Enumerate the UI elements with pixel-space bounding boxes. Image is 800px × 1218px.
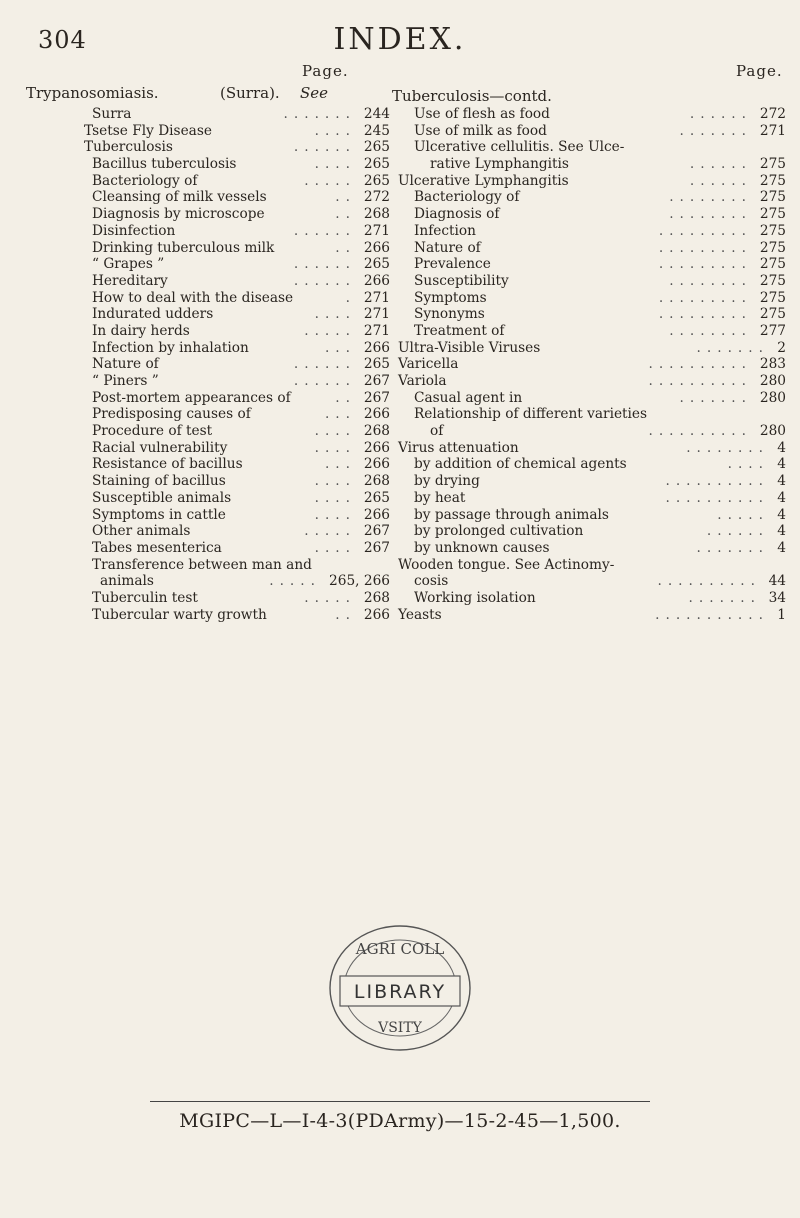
entry-page: 275 — [759, 172, 786, 189]
leader-dots: ....... — [679, 389, 752, 406]
entry-page: 245 — [363, 122, 390, 139]
entry-page: 280 — [759, 389, 786, 406]
leader-dots: .. — [335, 206, 356, 223]
index-entry — [398, 139, 786, 156]
leader-dots: ..... — [304, 172, 356, 189]
entry-text: Use of milk as food — [414, 122, 547, 139]
leader-dots: .... — [314, 473, 356, 490]
leader-dots: .... — [314, 306, 356, 323]
index-entry — [84, 106, 390, 123]
leader-dots: ....... — [696, 539, 769, 556]
entry-text: In dairy herds — [92, 322, 190, 339]
entry-page: 280 — [759, 373, 786, 389]
entry-text: Susceptible animals — [92, 489, 232, 506]
entry-text: Hereditary — [92, 272, 168, 289]
leader-dots: .... — [314, 489, 356, 506]
footer-rule — [150, 1101, 650, 1102]
leader-dots: ....... — [283, 106, 356, 122]
entry-text: by prolonged cultivation — [414, 523, 584, 540]
entry-text: Susceptibility — [414, 272, 509, 289]
leader-dots: .......... — [648, 423, 752, 440]
entry-page: 4 — [777, 473, 786, 490]
leader-dots: ....... — [696, 339, 769, 356]
index-entry — [84, 173, 390, 190]
index-entry — [84, 373, 390, 390]
leader-dots: .... — [727, 456, 769, 473]
leader-dots: ...... — [689, 172, 752, 189]
entry-page: 4 — [777, 489, 786, 506]
entry-page: 266 — [363, 339, 390, 356]
leader-dots: ......... — [658, 222, 752, 239]
leader-dots: .......... — [648, 373, 752, 389]
entry-page: 266 — [363, 439, 390, 456]
index-entry — [398, 390, 786, 407]
entry-text: animals — [100, 573, 154, 590]
index-entry — [398, 507, 786, 524]
leader-dots: .. — [335, 189, 356, 206]
leader-dots: ........ — [669, 322, 752, 339]
leader-dots: ......... — [658, 306, 752, 323]
entry-text: Predisposing causes of — [92, 406, 251, 423]
index-entry — [84, 340, 390, 357]
entry-page: 265 — [363, 356, 390, 373]
leader-dots: .... — [314, 506, 356, 523]
index-entry — [84, 590, 390, 607]
leader-dots: ...... — [293, 256, 356, 273]
leader-dots: .......... — [665, 489, 769, 506]
entry-page: 268 — [363, 206, 390, 223]
entry-text: Bacteriology of — [92, 172, 198, 189]
entry-page: 4 — [777, 506, 786, 523]
index-entry — [398, 206, 786, 223]
entry-text: Nature of — [414, 239, 481, 256]
leader-dots: ...... — [293, 373, 356, 389]
entry-page: 265 — [363, 489, 390, 506]
index-entry — [84, 423, 390, 440]
entry-text: “ Piners ” — [92, 373, 159, 389]
leader-dots: ...... — [293, 222, 356, 239]
entry-page: 277 — [759, 322, 786, 339]
index-entry — [84, 390, 390, 407]
printer-imprint: MGIPC—L—I-4-3(PDArmy)—15-2-45—1,500. — [179, 1110, 621, 1132]
index-entry — [84, 473, 390, 490]
entry-page: 268 — [363, 473, 390, 490]
leader-dots: ....... — [688, 589, 761, 606]
column-heading — [26, 84, 390, 106]
entry-text: Staining of bacillus — [92, 473, 226, 490]
entry-text: Ultra-Visible Viruses — [398, 339, 541, 356]
entry-text: Casual agent in — [414, 389, 523, 406]
index-entry-list — [398, 106, 786, 623]
entry-page: 271 — [363, 322, 390, 339]
column-heading — [392, 84, 786, 106]
entry-text: Wooden tongue. See Actinomy- — [398, 556, 615, 573]
seal-bottom-text: VSITY — [378, 1020, 422, 1036]
index-entry — [398, 106, 786, 123]
index-entry — [84, 240, 390, 257]
entry-page: 267 — [363, 539, 390, 556]
entry-page: 275 — [759, 156, 786, 173]
entry-page: 2 — [777, 339, 786, 356]
entry-page: 244 — [363, 106, 390, 122]
index-entry — [398, 573, 786, 590]
heading-term: Tuberculosis—contd. — [392, 87, 552, 105]
leader-dots: ........ — [669, 189, 752, 206]
index-entry — [84, 440, 390, 457]
entry-page: 275 — [759, 206, 786, 223]
index-entry — [84, 523, 390, 540]
index-entry — [84, 540, 390, 557]
entry-page: 275 — [759, 306, 786, 323]
leader-dots: ... — [324, 339, 356, 356]
entry-text: Surra — [92, 106, 132, 122]
index-entry — [84, 490, 390, 507]
index-entry — [84, 573, 390, 590]
page-title: INDEX. — [333, 22, 467, 57]
entry-page: 271 — [759, 122, 786, 139]
entry-page: 265 — [363, 256, 390, 273]
index-entry — [398, 123, 786, 140]
leader-dots: .. — [335, 389, 356, 406]
entry-text: Diagnosis of — [414, 206, 500, 223]
entry-text: Tuberculosis — [84, 139, 173, 156]
entry-text: by heat — [414, 489, 466, 506]
index-entry — [398, 340, 786, 357]
index-entry — [398, 173, 786, 190]
index-entry — [84, 290, 390, 307]
entry-text: by passage through animals — [414, 506, 609, 523]
entry-page: 1 — [777, 606, 786, 623]
entry-text: by drying — [414, 473, 480, 490]
entry-text: “ Grapes ” — [92, 256, 165, 273]
entry-text: Bacteriology of — [414, 189, 520, 206]
leader-dots: ..... — [304, 322, 356, 339]
entry-text: Indurated udders — [92, 306, 214, 323]
entry-page: 275 — [759, 272, 786, 289]
leader-dots: .... — [314, 539, 356, 556]
entry-page: 266 — [363, 606, 390, 623]
leader-dots: ...... — [689, 106, 752, 122]
entry-page: 265 — [363, 139, 390, 156]
entry-page: 275 — [759, 289, 786, 306]
leader-dots: .......... — [665, 473, 769, 490]
leader-dots: ....... — [679, 122, 752, 139]
entry-text: Ulcerative Lymphangitis — [398, 172, 569, 189]
index-entry — [398, 356, 786, 373]
entry-text: Resistance of bacillus — [92, 456, 243, 473]
index-entry — [398, 456, 786, 473]
leader-dots: .. — [335, 239, 356, 256]
entry-text: Nature of — [92, 356, 159, 373]
entry-text: Procedure of test — [92, 423, 213, 440]
entry-page: 271 — [363, 306, 390, 323]
heading-term: Trypanosomiasis. — [26, 84, 159, 102]
page-number: 304 — [38, 26, 87, 54]
index-entry — [84, 189, 390, 206]
index-column-right — [392, 84, 786, 623]
entry-page: 4 — [777, 456, 786, 473]
entry-page: 266 — [363, 272, 390, 289]
entry-text: Symptoms — [414, 289, 487, 306]
entry-text: Post-mortem appearances of — [92, 389, 291, 406]
entry-text: Variola — [398, 373, 447, 389]
index-entry — [398, 306, 786, 323]
entry-text: Diagnosis by microscope — [92, 206, 265, 223]
entry-page: 266 — [363, 456, 390, 473]
leader-dots: ..... — [304, 523, 356, 540]
entry-page: 4 — [777, 523, 786, 540]
index-entry — [398, 156, 786, 173]
index-entry — [84, 406, 390, 423]
entry-text: Drinking tuberculous milk — [92, 239, 275, 256]
entry-text: Tsetse Fly Disease — [84, 122, 212, 139]
entry-page: 280 — [759, 423, 786, 440]
leader-dots: ...... — [706, 523, 769, 540]
leader-dots: ... — [324, 406, 356, 423]
entry-page: 275 — [759, 239, 786, 256]
entry-page: 34 — [768, 589, 786, 606]
entry-page: 283 — [759, 356, 786, 373]
entry-text: Transference between man and — [92, 556, 312, 573]
leader-dots: .. — [335, 606, 356, 623]
entry-text: Virus attenuation — [398, 439, 519, 456]
seal-middle-text: LIBRARY — [353, 981, 447, 1003]
leader-dots: ........ — [669, 272, 752, 289]
entry-page: 265 — [363, 172, 390, 189]
entry-text: Relationship of different varieties — [414, 406, 648, 423]
index-column-left — [26, 84, 390, 623]
entry-page: 266 — [363, 506, 390, 523]
entry-text: Tabes mesenterica — [92, 539, 222, 556]
entry-text: Working isolation — [414, 589, 536, 606]
index-entry — [84, 456, 390, 473]
leader-dots: .... — [314, 156, 356, 173]
index-entry — [398, 189, 786, 206]
entry-page: 268 — [363, 423, 390, 440]
entry-page: 4 — [777, 439, 786, 456]
leader-dots: ......... — [658, 239, 752, 256]
index-entry — [398, 290, 786, 307]
entry-text: Bacillus tuberculosis — [92, 156, 237, 173]
entry-page: 268 — [363, 589, 390, 606]
index-entry — [84, 123, 390, 140]
entry-page: 266 — [363, 239, 390, 256]
leader-dots: ........ — [686, 439, 769, 456]
leader-dots: .......... — [648, 356, 752, 373]
page-label-left: Page. — [302, 62, 349, 80]
index-entry — [398, 590, 786, 607]
entry-page: 267 — [363, 389, 390, 406]
leader-dots: ......... — [658, 289, 752, 306]
leader-dots: ......... — [658, 256, 752, 273]
leader-dots: ........... — [655, 606, 769, 623]
library-seal — [314, 918, 486, 1058]
index-entry — [84, 557, 390, 574]
seal-top-text: AGRI COLL — [355, 940, 445, 958]
entry-text: Other animals — [92, 523, 191, 540]
entry-page: 272 — [759, 106, 786, 122]
entry-text: Yeasts — [398, 606, 442, 623]
entry-page: 265 — [363, 156, 390, 173]
index-entry — [84, 507, 390, 524]
index-entry — [84, 156, 390, 173]
index-entry — [84, 356, 390, 373]
index-entry — [84, 607, 390, 624]
entry-page: 4 — [777, 539, 786, 556]
entry-page: 272 — [363, 189, 390, 206]
leader-dots: .... — [314, 423, 356, 440]
leader-dots: ...... — [689, 156, 752, 173]
entry-text: Prevalence — [414, 256, 491, 273]
leader-dots: .......... — [657, 573, 761, 590]
index-entry — [398, 607, 786, 624]
index-entry — [84, 223, 390, 240]
entry-page: 266 — [363, 406, 390, 423]
index-entry — [398, 540, 786, 557]
leader-dots: ..... — [269, 573, 321, 590]
leader-dots: .... — [314, 439, 356, 456]
entry-page: 271 — [363, 289, 390, 306]
entry-page: 44 — [768, 573, 786, 590]
entry-text: Tuberculin test — [92, 589, 198, 606]
index-entry — [398, 473, 786, 490]
heading-see: See — [300, 84, 329, 102]
heading-ref: (Surra). — [220, 84, 280, 102]
entry-text: Use of flesh as food — [414, 106, 550, 122]
index-entry — [398, 490, 786, 507]
page-label-right: Page. — [736, 62, 783, 80]
entry-page: 275 — [759, 256, 786, 273]
index-entry — [398, 440, 786, 457]
leader-dots: ...... — [293, 272, 356, 289]
index-entry — [398, 223, 786, 240]
entry-text: Synonyms — [414, 306, 485, 323]
index-entry — [84, 139, 390, 156]
index-entry — [84, 273, 390, 290]
entry-text: Infection — [414, 222, 476, 239]
entry-page: 275 — [759, 222, 786, 239]
leader-dots: ...... — [293, 356, 356, 373]
index-entry — [398, 323, 786, 340]
index-entry — [398, 523, 786, 540]
entry-page: 275 — [759, 189, 786, 206]
entry-text: Treatment of — [414, 322, 505, 339]
index-entry — [398, 557, 786, 574]
index-entry — [84, 206, 390, 223]
index-entry — [398, 273, 786, 290]
leader-dots: .... — [314, 122, 356, 139]
entry-text: Varicella — [398, 356, 459, 373]
entry-text: Infection by inhalation — [92, 339, 249, 356]
index-entry — [398, 406, 786, 423]
index-entry — [398, 423, 786, 440]
entry-text: Cleansing of milk vessels — [92, 189, 267, 206]
entry-text: How to deal with the disease — [92, 289, 294, 306]
index-entry — [398, 256, 786, 273]
entry-text: Ulcerative cellulitis. See Ulce- — [414, 139, 625, 156]
entry-page: 267 — [363, 523, 390, 540]
index-entry — [84, 306, 390, 323]
entry-text: by unknown causes — [414, 539, 550, 556]
entry-text: Racial vulnerability — [92, 439, 228, 456]
index-entry — [398, 240, 786, 257]
index-entry — [84, 256, 390, 273]
leader-dots: ..... — [717, 506, 769, 523]
entry-page: 267 — [363, 373, 390, 389]
entry-text: of — [430, 423, 444, 440]
leader-dots: . — [345, 289, 356, 306]
entry-text: Disinfection — [92, 222, 176, 239]
entry-page: 271 — [363, 222, 390, 239]
entry-text: Symptoms in cattle — [92, 506, 226, 523]
leader-dots: ..... — [304, 589, 356, 606]
entry-page: 265, 266 — [329, 573, 390, 590]
index-entry — [398, 373, 786, 390]
leader-dots: ... — [324, 456, 356, 473]
entry-text: by addition of chemical agents — [414, 456, 627, 473]
index-entry — [84, 323, 390, 340]
leader-dots: ...... — [293, 139, 356, 156]
leader-dots: ........ — [669, 206, 752, 223]
entry-text: cosis — [414, 573, 449, 590]
entry-text: Tubercular warty growth — [92, 606, 267, 623]
index-entry-list — [84, 106, 390, 623]
entry-text: rative Lymphangitis — [430, 156, 569, 173]
